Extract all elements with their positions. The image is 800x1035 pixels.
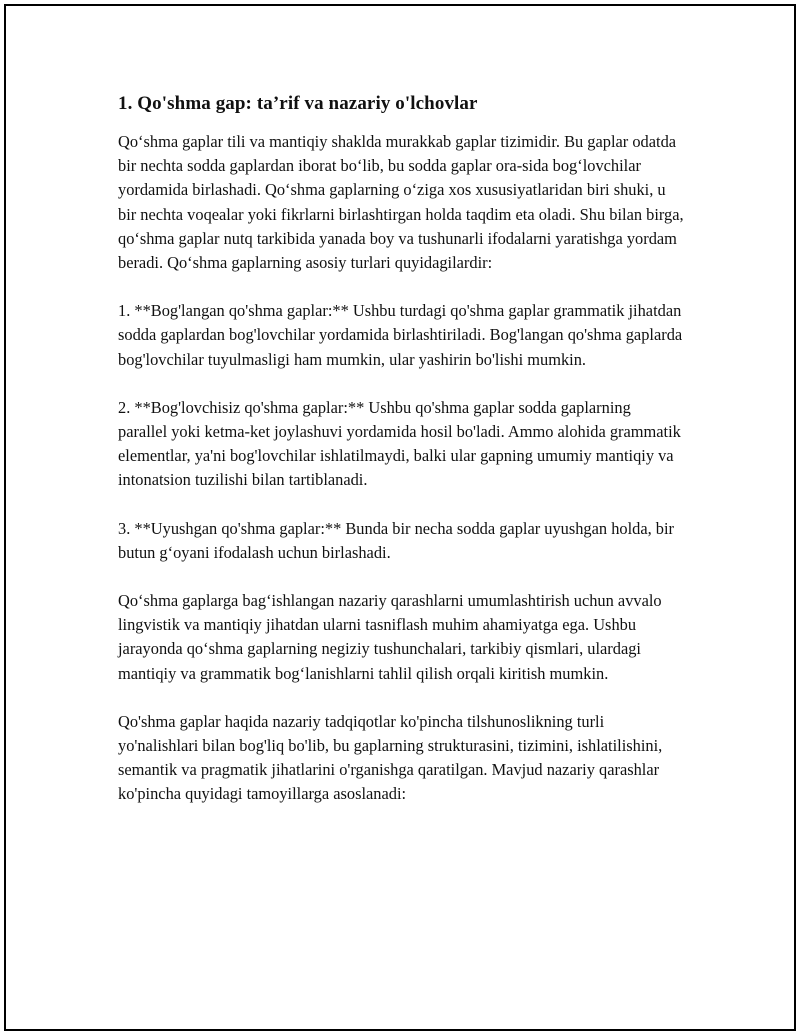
section-heading: 1. Qo'shma gap: ta’rif va nazariy o'lchovlar (118, 93, 478, 114)
paragraph-intro: Qo‘shma gaplar tili va mantiqiy shaklda murakkab gaplar tizimidir. Bu gaplar odatda bir nechta sodda gaplardan iborat bo‘lib, bu sodda gaplar ora-sida bog‘lovchilar yordamida birlashadi. Qo‘shma gaplarning o‘ziga xos xususiyatlaridan biri shuki, u bir nechta voqealar yoki fikrlarni birlashtirgan holda taqdim eta oladi. Shu bilan birga, qo‘shma gaplar nutq tarkibida yanada boy va tushunarli ifodalarni yaratishga yordam beradi. Qo‘shma gaplarning asosiy turlari quyidagilardir: (118, 132, 684, 273)
document-body (118, 92, 684, 831)
paragraph-type-2: 2. **Bog'lovchisiz qo'shma gaplar:** Ushbu qo'shma gaplar sodda gaplarning parallel yoki ketma-ket joylashuvi yordamida hosil bo'ladi. Ammo alohida grammatik elementlar, ya'ni bog'lovchilar ishlatilmaydi, balki ular gapning umumiy mantiqiy va intonatsion tuzilishi bilan tartiblanadi. (118, 397, 681, 490)
paragraph-generalization: Qo‘shma gaplarga bag‘ishlangan nazariy qarashlarni umumlashtirish uchun avvalo lingvistik va mantiqiy jihatdan ularni tasniflash muhim ahamiyatga ega. Ushbu jarayonda qo‘shma gaplarning negiziy tushunchalari, tarkibiy qismlari, ulardagi mantiqiy va grammatik bog‘lanishlarni tahlil qilish orqali kiritish mumkin. (118, 591, 662, 683)
paragraph-theory: Qo'shma gaplar haqida nazariy tadqiqotlar ko'pincha tilshunoslikning turli yo'nalishlari bilan bog'liq bo'lib, bu gaplarning strukturasini, tizimini, ishlatilishini, semantik va pragmatik jihatlarini o'rganishga qaratilgan. Mavjud nazariy qarashlar ko'pincha quyidagi tamoyillarga asoslanadi: (118, 711, 663, 804)
paragraph-type-3: 3. **Uyushgan qo'shma gaplar:** Bunda bir necha sodda gaplar uyushgan holda, bir butun g‘oyani ifodalash uchun birlashadi. (118, 518, 675, 562)
paragraph-type-1: 1. **Bog'langan qo'shma gaplar:** Ushbu turdagi qo'shma gaplar grammatik jihatdan sodda gaplardan bog'lovchilar yordamida birlashtiriladi. Bog'langan qo'shma gaplarda bog'lovchilar tuyulmasligi ham mumkin, ular yashirin bo'lishi mumkin. (118, 301, 683, 369)
